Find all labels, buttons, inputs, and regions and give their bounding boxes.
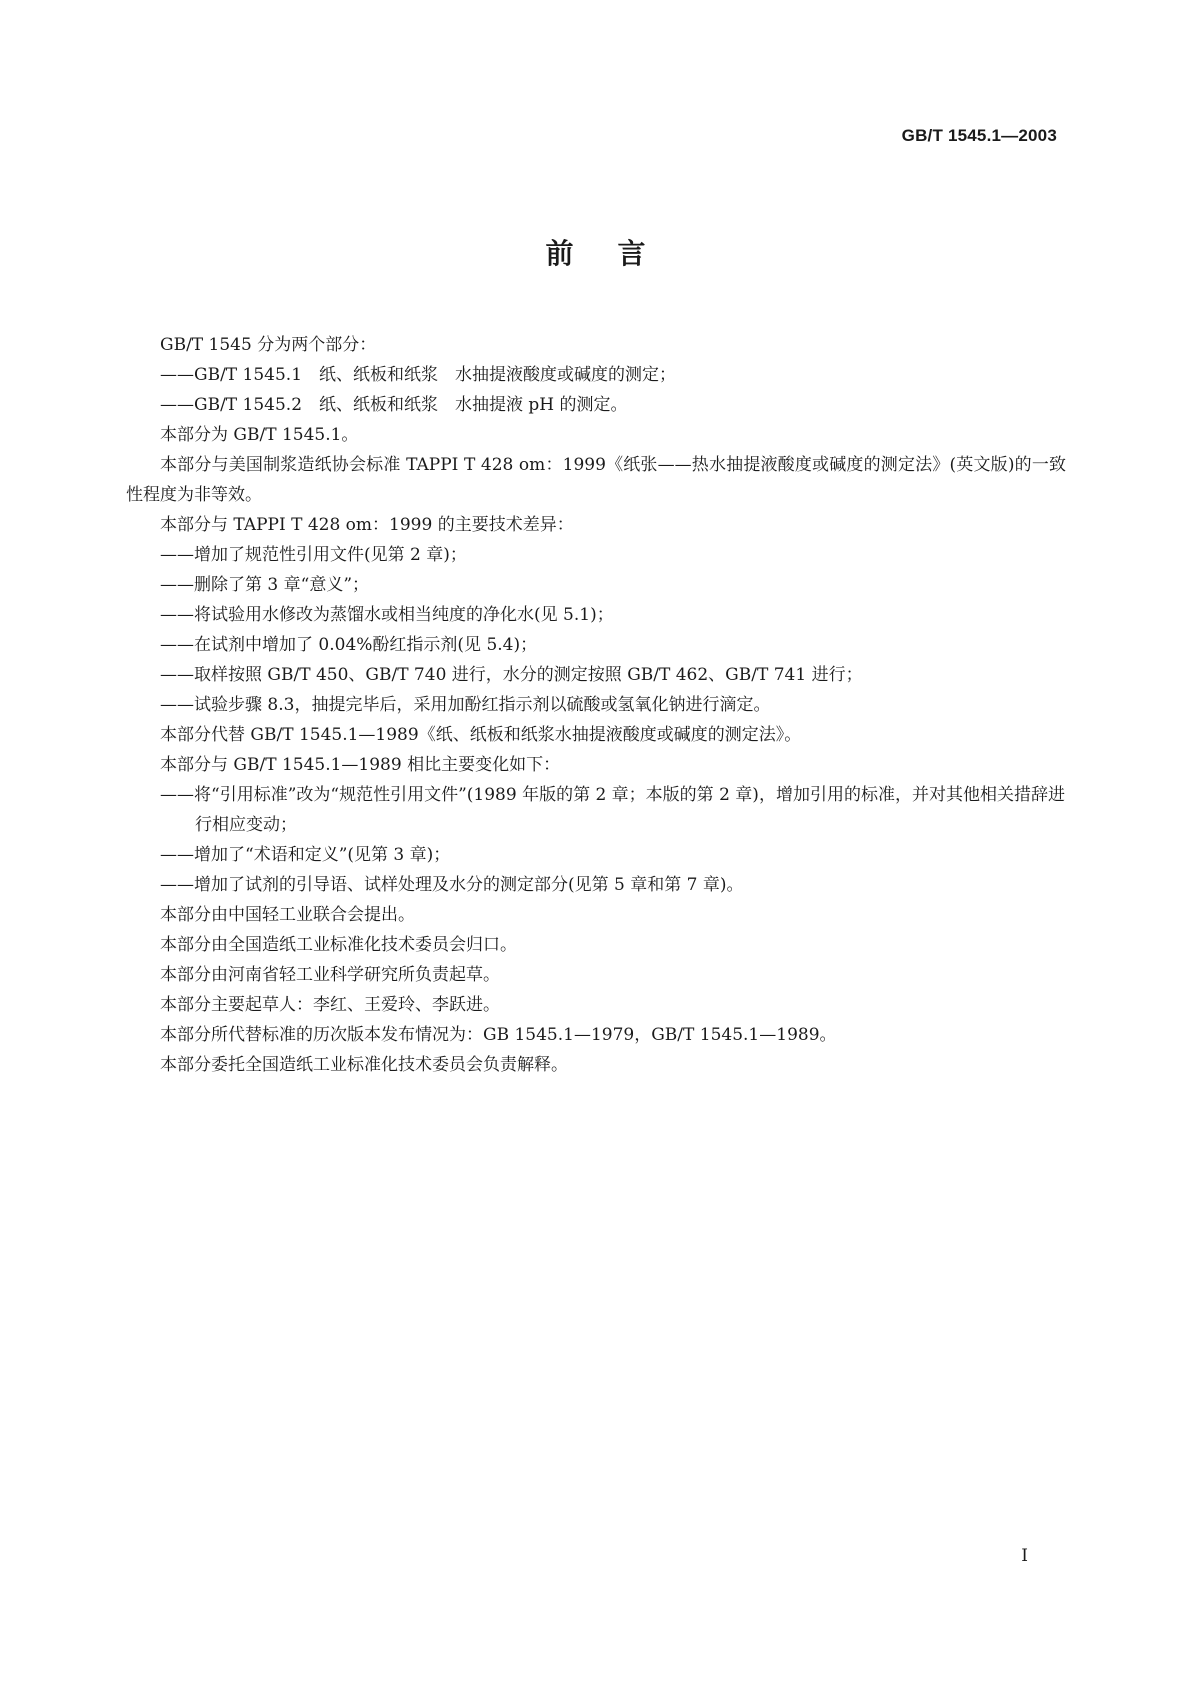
list-item: ——增加了试剂的引导语、试样处理及水分的测定部分(见第 5 章和第 7 章)。 [160, 875, 744, 895]
page-title: 前言 [545, 237, 690, 270]
standard-number: GB/T 1545.1—2003 [901, 126, 1057, 145]
paragraph: 本部分为 GB/T 1545.1。 [160, 425, 359, 445]
paragraph: 本部分委托全国造纸工业标准化技术委员会负责解释。 [160, 1055, 568, 1075]
list-item: ——增加了规范性引用文件(见第 2 章)； [160, 545, 467, 565]
paragraph: 本部分主要起草人：李红、王爱玲、李跃进。 [160, 995, 500, 1015]
paragraph: 本部分代替 GB/T 1545.1—1989《纸、纸板和纸浆水抽提液酸度或碱度的测定法》。 [160, 725, 802, 745]
list-item: ——试验步骤 8.3，抽提完毕后，采用加酚红指示剂以硫酸或氢氧化钠进行滴定。 [160, 695, 771, 715]
list-item: ——GB/T 1545.2 纸、纸板和纸浆 水抽提液 pH 的测定。 [160, 395, 628, 415]
paragraph: 本部分由全国造纸工业标准化技术委员会归口。 [160, 935, 517, 955]
paragraph: 本部分所代替标准的历次版本发布情况为：GB 1545.1—1979，GB/T 1545.1—1989。 [160, 1025, 837, 1045]
list-item: ——将“引用标准”改为“规范性引用文件”(1989 年版的第 2 章；本版的第 2 章)，增加引用的标准，并对其他相关措辞进行相应变动； [160, 785, 1065, 835]
list-item: ——在试剂中增加了 0.04%酚红指示剂(见 5.4)； [160, 635, 538, 655]
paragraph: 本部分由中国轻工业联合会提出。 [160, 905, 415, 925]
paragraph: 本部分由河南省轻工业科学研究所负责起草。 [160, 965, 500, 985]
list-item: ——增加了“术语和定义”(见第 3 章)； [160, 845, 451, 865]
list-item: ——删除了第 3 章“意义”； [160, 575, 370, 595]
list-item: ——取样按照 GB/T 450、GB/T 740 进行，水分的测定按照 GB/T 462、GB/T 741 进行； [160, 665, 863, 685]
list-item: ——GB/T 1545.1 纸、纸板和纸浆 水抽提液酸度或碱度的测定； [160, 365, 677, 385]
paragraph: 本部分与 TAPPI T 428 om：1999 的主要技术差异： [160, 515, 574, 535]
paragraph: 本部分与美国制浆造纸协会标准 TAPPI T 428 om：1999《纸张——热水抽提液酸度或碱度的测定法》(英文版)的一致性程度为非等效。 [126, 455, 1066, 505]
paragraph: GB/T 1545 分为两个部分： [160, 335, 377, 355]
paragraph: 本部分与 GB/T 1545.1—1989 相比主要变化如下： [160, 755, 561, 775]
page-number: I [1021, 1546, 1028, 1566]
list-item: ——将试验用水修改为蒸馏水或相当纯度的净化水(见 5.1)； [160, 605, 614, 625]
foreword-body [126, 330, 1066, 1080]
